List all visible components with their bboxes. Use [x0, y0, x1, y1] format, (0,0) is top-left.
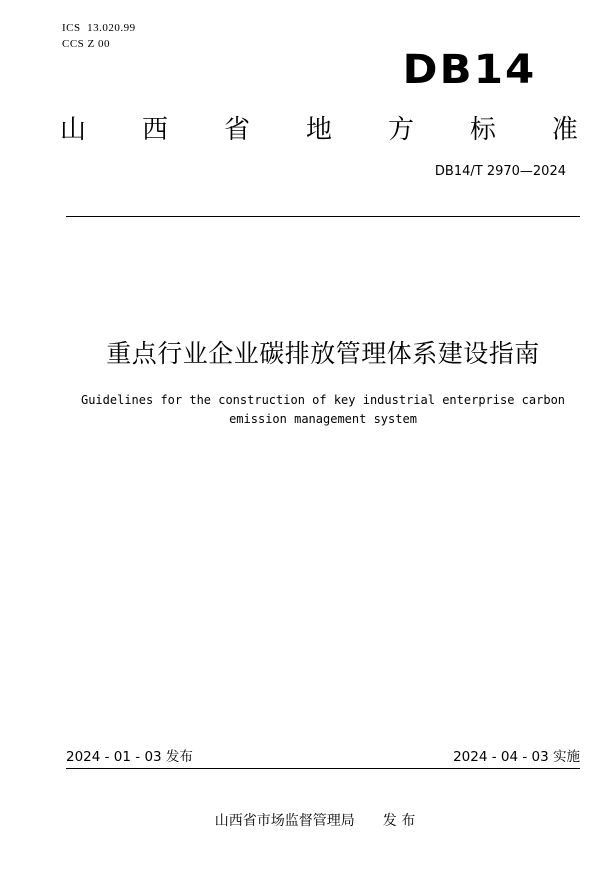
organization-char: 准	[551, 115, 578, 145]
release-date: 2024 - 01 - 03 发布	[66, 749, 193, 765]
organization-char: 方	[387, 115, 414, 145]
organization-char: 省	[223, 115, 250, 145]
organization-char: 地	[305, 115, 332, 145]
top-divider	[66, 216, 580, 217]
english-title-line: emission management system	[229, 412, 417, 426]
document-title-chinese: 重点行业企业碳排放管理体系建设指南	[106, 339, 540, 368]
organization-heading	[60, 110, 578, 150]
db14-logo: DB14	[402, 47, 536, 93]
ics-ccs-block	[62, 20, 136, 52]
ccs-code: CCS Z 00	[62, 38, 111, 50]
document-title-english	[20, 391, 616, 429]
organization-char: 山	[60, 115, 87, 145]
issuing-authority: 山西省市场监督管理局 发 布	[214, 813, 416, 829]
bottom-divider	[66, 768, 580, 769]
english-title-line: Guidelines for the construction of key industrial enterprise carbon	[80, 393, 566, 407]
organization-char: 西	[141, 115, 168, 145]
implementation-date: 2024 - 04 - 03 实施	[453, 749, 580, 765]
standard-code: DB14/T 2970—2024	[434, 164, 566, 179]
ics-code: ICS 13.020.99	[62, 22, 136, 34]
organization-char: 标	[469, 115, 496, 145]
